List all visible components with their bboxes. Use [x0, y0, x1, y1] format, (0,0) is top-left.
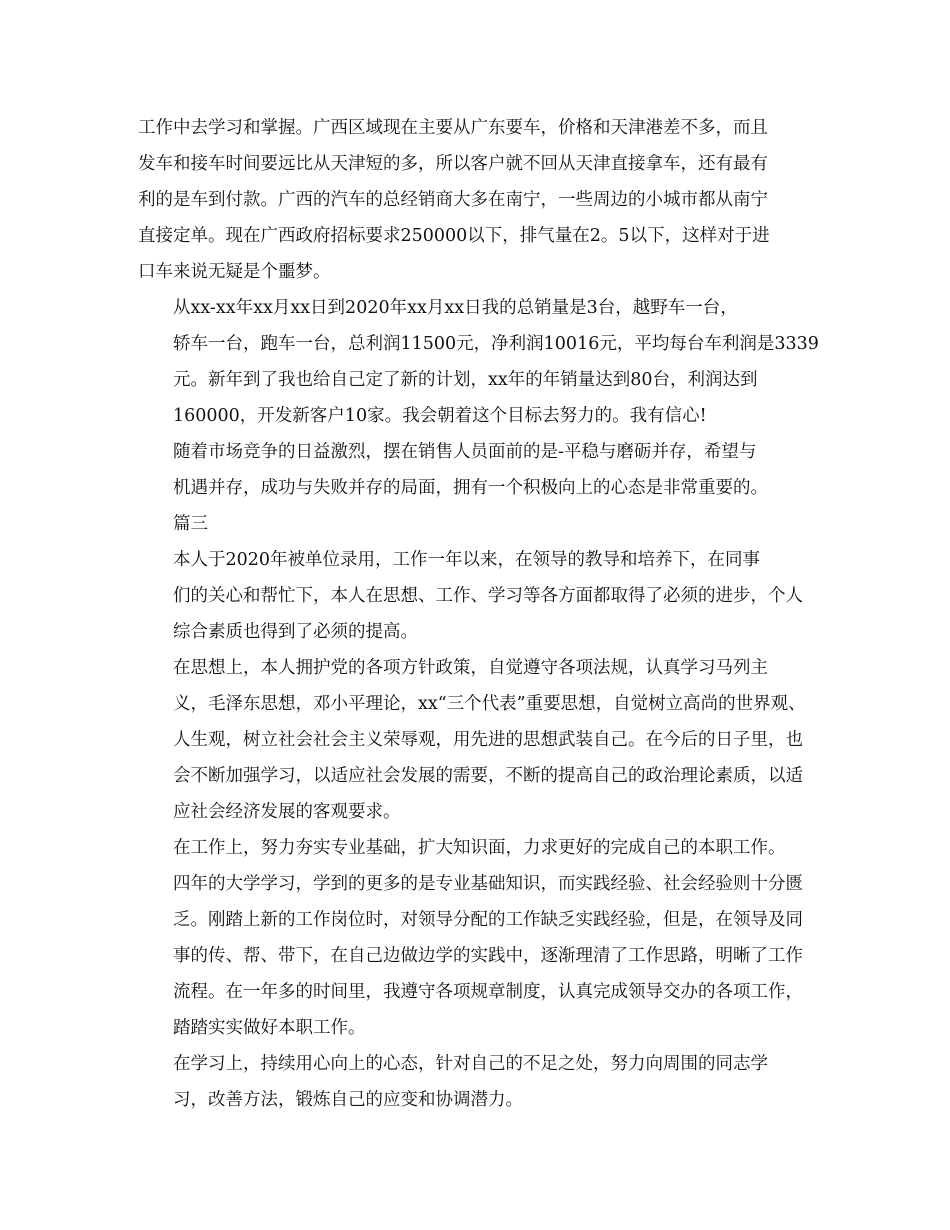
text-line: 流程。在一年多的时间里，我遵守各项规章制度，认真完成领导交办的各项工作， [173, 982, 803, 1002]
text-line: 在工作上，努力夯实专业基础，扩大知识面，力求更好的完成自己的本职工作。 [173, 838, 786, 858]
section-heading-text: 篇三 [173, 514, 208, 534]
text-line: 工作中去学习和掌握。广西区域现在主要从广东要车，价格和天津港差不多，而且 [138, 118, 768, 138]
text-line: 发车和接车时间要远比从天津短的多，所以客户就不回从天津直接拿车，还有最有 [138, 154, 768, 174]
text-line: 轿车一台，跑车一台，总利润11500元，净利润10016元，平均每台车利润是3339 [173, 334, 819, 354]
text-line: 本人于2020年被单位录用，工作一年以来，在领导的教导和培养下，在同事 [173, 550, 761, 570]
text-line: 义，毛泽东思想，邓小平理论，xx“三个代表”重要思想，自觉树立高尚的世界观、 [173, 694, 806, 714]
text-line: 直接定单。现在广西政府招标要求250000以下，排气量在2。5以下，这样对于进 [138, 226, 770, 246]
text-line: 在思想上，本人拥护党的各项方针政策，自觉遵守各项法规，认真学习马列主 [173, 658, 768, 678]
text-line: 应社会经济发展的客观要求。 [173, 802, 401, 822]
text-line: 事的传、帮、带下，在自己边做边学的实践中，逐渐理清了工作思路，明晰了工作 [173, 946, 803, 966]
paragraph-introduction [138, 542, 820, 650]
text-line: 利的是车到付款。广西的汽车的总经销商大多在南宁，一些周边的小城市都从南宁 [138, 190, 768, 210]
paragraph-market-competition [138, 434, 820, 506]
text-line: 从xx-xx年xx月xx日到2020年xx月xx日我的总销量是3台，越野车一台， [173, 298, 738, 318]
section-heading [138, 506, 820, 542]
text-line: 们的关心和帮忙下，本人在思想、工作、学习等各方面都取得了必须的进步，个人 [173, 586, 803, 606]
text-line: 随着市场竞争的日益激烈，摆在销售人员面前的是-平稳与磨砺并存，希望与 [173, 442, 757, 462]
text-line: 乏。刚踏上新的工作岗位时，对领导分配的工作缺乏实践经验，但是，在领导及同 [173, 910, 803, 930]
document-body [138, 110, 820, 1118]
text-line: 元。新年到了我也给自己定了新的计划，xx年的年销量达到80台，利润达到 [173, 370, 758, 390]
text-line: 人生观，树立社会社会主义荣辱观，用先进的思想武装自己。在今后的日子里，也 [173, 730, 803, 750]
paragraph-sales-summary [138, 290, 820, 434]
text-line: 四年的大学学习，学到的更多的是专业基础知识，而实践经验、社会经验则十分匮 [173, 874, 803, 894]
paragraph-study [138, 1046, 820, 1118]
text-line: 160000，开发新客户10家。我会朝着这个目标去努力的。我有信心! [173, 406, 707, 426]
text-line: 踏踏实实做好本职工作。 [173, 1018, 366, 1038]
paragraph-thought [138, 650, 820, 830]
paragraph-work [138, 830, 820, 1046]
text-line: 综合素质也得到了必须的提高。 [173, 622, 418, 642]
text-line: 机遇并存，成功与失败并存的局面，拥有一个积极向上的心态是非常重要的。 [173, 478, 768, 498]
text-line: 习，改善方法，锻炼自己的应变和协调潜力。 [173, 1090, 523, 1110]
text-line: 在学习上，持续用心向上的心态，针对自己的不足之处，努力向周围的同志学 [173, 1054, 768, 1074]
paragraph-guangxi-market [138, 110, 820, 290]
text-line: 会不断加强学习，以适应社会发展的需要，不断的提高自己的政治理论素质，以适 [173, 766, 803, 786]
text-line: 口车来说无疑是个噩梦。 [138, 262, 331, 282]
